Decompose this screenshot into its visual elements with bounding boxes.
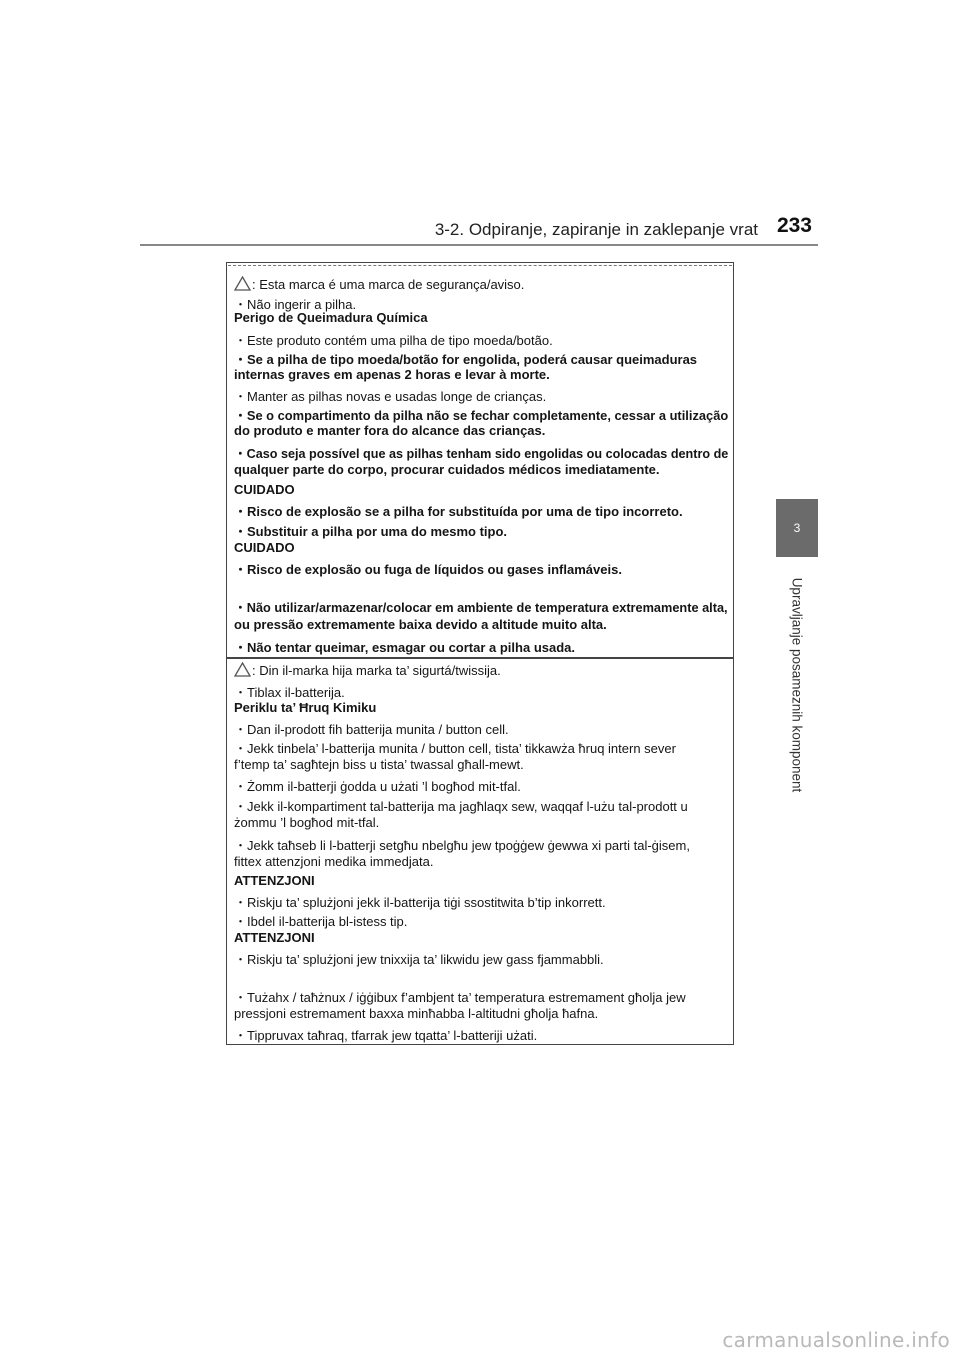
notice-heading: CUIDADO xyxy=(234,540,295,555)
notice-heading: ATTENZJONI xyxy=(234,873,315,888)
notice-line: ・Não tentar queimar, esmagar ou cortar a pilha usada. xyxy=(234,640,575,655)
notice-line: ・Caso seja possível que as pilhas tenham sido engolidas ou colocadas dentro de xyxy=(234,446,729,461)
notice-line: qualquer parte do corpo, procurar cuidados médicos imediatamente. xyxy=(234,462,660,477)
notice-heading: ATTENZJONI xyxy=(234,930,315,945)
notice-line: ・Jekk tinbela’ l-batterija munita / button cell, tista’ tikkawża ħruq intern sever xyxy=(234,741,676,756)
notice-heading: Perigo de Queimadura Química xyxy=(234,310,428,325)
notice-portuguese xyxy=(232,270,732,658)
notice-line: f’temp ta’ sagħtejn biss u tista’ twassal għall-mewt. xyxy=(234,757,524,772)
notice-line: ・Risco de explosão ou fuga de líquidos ou gases inflamáveis. xyxy=(234,562,622,577)
chapter-label-text: Upravljanje posameznih komponent xyxy=(789,577,805,793)
notice-maltese xyxy=(232,660,732,1045)
chapter-tab: 3 xyxy=(776,499,818,557)
notice-line: ・Dan il-prodott fih batterija munita / button cell. xyxy=(234,722,509,737)
notice-heading: Periklu ta’ Ħruq Kimiku xyxy=(234,700,377,715)
symbol-line xyxy=(234,662,501,680)
header-rule xyxy=(140,244,818,246)
notice-line: ・Riskju ta’ splużjoni jekk il-batterija tiġi ssostitwita b’tip inkorrett. xyxy=(234,895,606,910)
notice-line: internas graves em apenas 2 horas e levar à morte. xyxy=(234,367,550,382)
notice-line: ・Risco de explosão se a pilha for substituída por uma de tipo incorreto. xyxy=(234,504,683,519)
section-title: 3-2. Odpiranje, zapiranje in zaklepanje vrat xyxy=(434,220,758,239)
notice-line: fittex attenzjoni medika immedjata. xyxy=(234,854,434,869)
notice-line: ・Żomm il-batterji ġodda u użati ’l bogħod mit-tfal. xyxy=(234,779,521,794)
notice-line: do produto e manter fora do alcance das crianças. xyxy=(234,423,546,438)
notice-line: ・Substituir a pilha por uma do mesmo tipo. xyxy=(234,524,508,539)
page-header xyxy=(140,214,818,248)
notice-line: ・Se o compartimento da pilha não se fechar completamente, cessar a utilização xyxy=(234,408,729,423)
notice-line: ・Tużahx / taħżnux / iġġibux f’ambjent ta’ temperatura estremament għolja jew xyxy=(234,990,686,1005)
notice-line: żommu ’l bogħod mit-tfal. xyxy=(234,815,380,830)
symbol-line xyxy=(234,276,524,294)
notice-line: ・Manter as pilhas novas e usadas longe de crianças. xyxy=(234,389,547,404)
notice-line: ・Ibdel il-batterija bl-istess tip. xyxy=(234,914,408,929)
symbol-text: : Esta marca é uma marca de segurança/aviso. xyxy=(252,277,525,292)
notice-line: ・Não utilizar/armazenar/colocar em ambiente de temperatura extremamente alta, xyxy=(234,600,728,615)
symbol-text: : Din il-marka hija marka ta’ sigurtá/twissija. xyxy=(252,663,501,678)
notice-line: ・Jekk il-kompartiment tal-batterija ma jagħlaqx sew, waqqaf l-użu tal-prodott u xyxy=(234,799,688,814)
notice-heading: CUIDADO xyxy=(234,482,295,497)
notice-line: ・Tippruvax taħraq, tfarrak jew tqatta’ l-batteriji użati. xyxy=(234,1028,538,1043)
notice-line: ・Se a pilha de tipo moeda/botão for engolida, poderá causar queimaduras xyxy=(234,352,698,367)
notice-line: ・Tiblax il-batterija. xyxy=(234,685,345,700)
chapter-label xyxy=(760,570,834,800)
notice-line: ou pressão extremamente baixa devido a altitude muito alta. xyxy=(234,617,607,632)
notice-line: ・Jekk taħseb li l-batterji setgħu nbelgħu jew tpoġġew ġewwa xi parti tal-ġisem, xyxy=(234,838,690,853)
warning-triangle-icon xyxy=(234,662,251,680)
box-dashed-top xyxy=(228,265,732,266)
site-watermark: carmanualsonline.info xyxy=(722,1328,950,1352)
page-number: 233 xyxy=(776,214,812,237)
warning-triangle-icon xyxy=(234,276,251,294)
notice-line: ・Este produto contém uma pilha de tipo moeda/botão. xyxy=(234,333,553,348)
notice-line: ・Riskju ta’ splużjoni jew tnixxija ta’ likwidu jew gass fjammabbli. xyxy=(234,952,604,967)
notice-line: pressjoni estremament baxxa minħabba l-altitudni għolja ħafna. xyxy=(234,1006,599,1021)
notice-line: ・Não ingerir a pilha. xyxy=(234,297,357,312)
